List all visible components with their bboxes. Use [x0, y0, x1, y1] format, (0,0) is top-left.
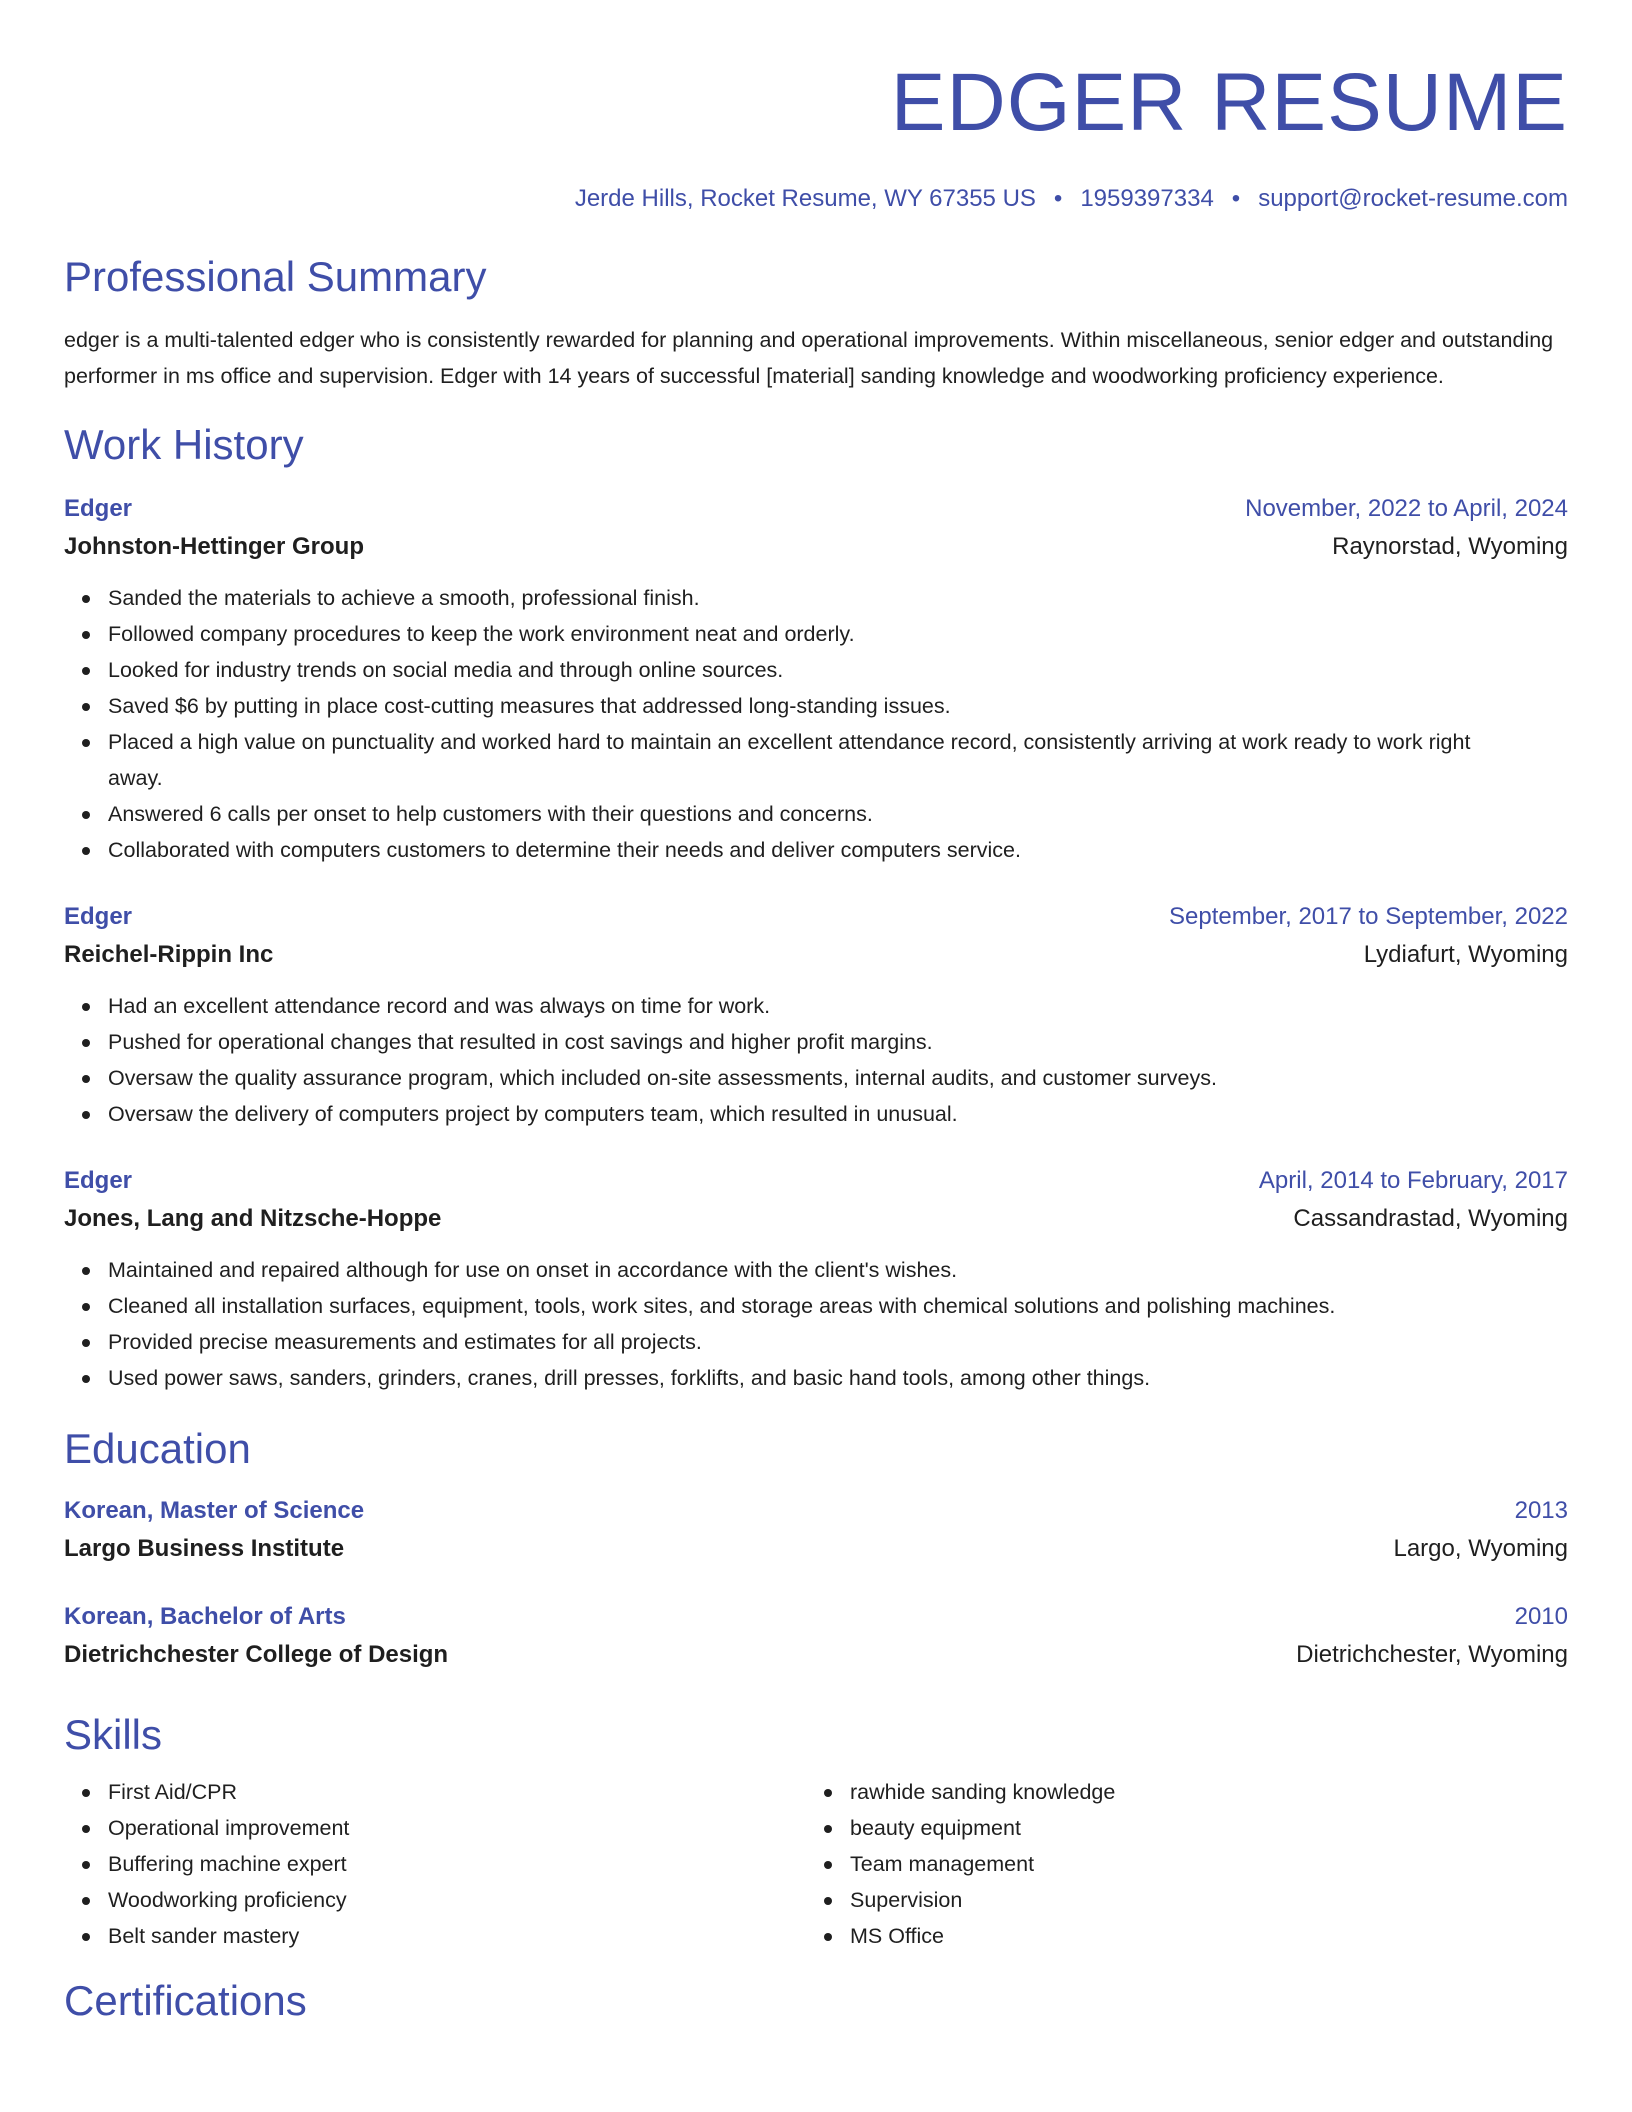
education-year: 2010 [1514, 1603, 1568, 1630]
job-company: Reichel-Rippin Inc [64, 941, 274, 968]
list-item: Had an excellent attendance record and was always on time for work. [108, 988, 1568, 1024]
education-header-row [64, 1598, 1568, 1636]
list-item: Sanded the materials to achieve a smooth, professional finish. [108, 580, 1568, 616]
list-item: Pushed for operational changes that resulted in cost savings and higher profit margins. [108, 1024, 1568, 1060]
contact-email[interactable]: support@rocket-resume.com [1258, 185, 1568, 212]
section-title-skills: Skills [64, 1711, 163, 1758]
education-degree: Korean, Master of Science [64, 1497, 365, 1524]
list-item: Collaborated with computers customers to determine their needs and deliver computers service. [108, 832, 1568, 868]
skills-list [64, 1774, 806, 1954]
job-header-row [64, 490, 1568, 528]
job-entry [64, 490, 1568, 868]
list-item: Operational improvement [108, 1810, 806, 1846]
contact-separator: • [1231, 185, 1241, 212]
job-dates: November, 2022 to April, 2024 [1245, 495, 1568, 522]
education-school: Dietrichchester College of Design [64, 1641, 449, 1668]
list-item: beauty equipment [850, 1810, 1548, 1846]
list-item: Oversaw the delivery of computers project by computers team, which resulted in unusual. [108, 1096, 1568, 1132]
job-company-row [64, 528, 1568, 566]
education-school-row [64, 1530, 1568, 1568]
education-location: Largo, Wyoming [1393, 1535, 1568, 1562]
list-item: Used power saws, sanders, grinders, cranes, drill presses, forklifts, and basic hand tools, among other things. [108, 1360, 1568, 1396]
job-role: Edger [64, 1167, 133, 1194]
contact-address: Jerde Hills, Rocket Resume, WY 67355 US [574, 185, 1036, 212]
list-item: Woodworking proficiency [108, 1882, 806, 1918]
skills-grid [64, 1774, 1568, 1954]
job-bullets [64, 1252, 1568, 1396]
education-degree: Korean, Bachelor of Arts [64, 1603, 346, 1630]
skills-list [806, 1774, 1548, 1954]
education-entry [64, 1598, 1568, 1674]
list-item: Cleaned all installation surfaces, equipment, tools, work sites, and storage areas with chemical solutions and polishing machines. [108, 1288, 1568, 1324]
skills-column-right [806, 1774, 1548, 1954]
section-title-education: Education [64, 1425, 251, 1472]
education-location: Dietrichchester, Wyoming [1296, 1641, 1568, 1668]
education-year: 2013 [1514, 1497, 1568, 1524]
job-header-row [64, 1162, 1568, 1200]
list-item: Maintained and repaired although for use on onset in accordance with the client's wishes. [108, 1252, 1568, 1288]
job-role: Edger [64, 903, 133, 930]
list-item: First Aid/CPR [108, 1774, 806, 1810]
job-bullets [64, 988, 1568, 1132]
job-company: Jones, Lang and Nitzsche-Hoppe [64, 1205, 442, 1232]
list-item: Team management [850, 1846, 1548, 1882]
contact-separator: • [1053, 185, 1063, 212]
list-item: Provided precise measurements and estimates for all projects. [108, 1324, 1568, 1360]
list-item: Followed company procedures to keep the work environment neat and orderly. [108, 616, 1568, 652]
job-company-row [64, 1200, 1568, 1238]
job-dates: April, 2014 to February, 2017 [1258, 1167, 1568, 1194]
list-item: Oversaw the quality assurance program, which included on-site assessments, internal audits, and customer surveys. [108, 1060, 1568, 1096]
section-title-summary: Professional Summary [64, 253, 487, 300]
list-item: MS Office [850, 1918, 1548, 1954]
list-item: Buffering machine expert [108, 1846, 806, 1882]
job-location: Lydiafurt, Wyoming [1363, 941, 1568, 968]
section-title-work-history: Work History [64, 421, 304, 468]
job-location: Raynorstad, Wyoming [1332, 533, 1568, 560]
job-company-row [64, 936, 1568, 974]
list-item: rawhide sanding knowledge [850, 1774, 1548, 1810]
education-entry [64, 1492, 1568, 1568]
education-school: Largo Business Institute [64, 1535, 345, 1562]
job-bullets [64, 580, 1568, 868]
job-role: Edger [64, 495, 133, 522]
resume-header [64, 57, 1568, 214]
job-location: Cassandrastad, Wyoming [1293, 1205, 1568, 1232]
resume-name: EDGER RESUME [890, 57, 1568, 148]
job-dates: September, 2017 to September, 2022 [1169, 903, 1568, 930]
list-item: Belt sander mastery [108, 1918, 806, 1954]
list-item: Supervision [850, 1882, 1548, 1918]
list-item: Looked for industry trends on social media and through online sources. [108, 652, 1568, 688]
list-item: Placed a high value on punctuality and worked hard to maintain an excellent attendance record, consistently arriving at work ready to work right away. [108, 724, 1568, 796]
contact-phone: 1959397334 [1080, 185, 1214, 212]
education-header-row [64, 1492, 1568, 1530]
job-header-row [64, 898, 1568, 936]
summary-text: edger is a multi-talented edger who is consistently rewarded for planning and operational improvements. Within miscellaneous, senior edger and outstanding performer in ms office and supervision. Edger with 14 years of successful [material] sanding knowledge and woodworking proficiency experience. [64, 328, 1554, 388]
job-entry [64, 898, 1568, 1132]
list-item: Saved $6 by putting in place cost-cutting measures that addressed long-standing issues. [108, 688, 1568, 724]
education-school-row [64, 1636, 1568, 1674]
section-title-certifications: Certifications [64, 1977, 307, 2024]
list-item: Answered 6 calls per onset to help customers with their questions and concerns. [108, 796, 1568, 832]
skills-column-left [64, 1774, 806, 1954]
contact-line [64, 184, 1568, 214]
job-entry [64, 1162, 1568, 1396]
job-company: Johnston-Hettinger Group [64, 533, 364, 560]
